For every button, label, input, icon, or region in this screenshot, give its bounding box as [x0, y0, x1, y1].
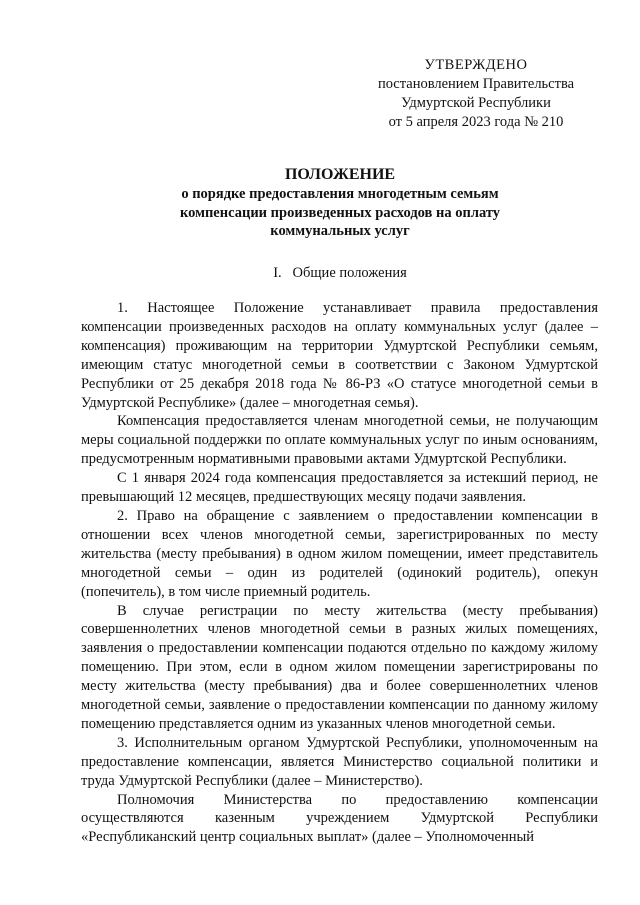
approval-heading: УТВЕРЖДЕНО — [424, 57, 528, 73]
title-subtitle-2: компенсации произведенных расходов на оплату — [179, 204, 501, 221]
title-subtitle-1: о порядке предоставления многодетным семьям — [181, 186, 499, 202]
paragraph: Компенсация предоставляется членам многодетной семьи, не получающим меры социальной поддержки по оплате коммунальных услуг по иным основаниям, предусмотренным нормативными правовыми актами Удмуртской Республики. — [81, 413, 598, 468]
section-heading: I. Общие положения — [273, 265, 407, 281]
title-main: ПОЛОЖЕНИЕ — [284, 166, 396, 183]
approval-line-1: постановлением Правительства — [377, 76, 575, 92]
paragraph: В случае регистрации по месту жительства (месту пребывания) совершеннолетних членов многодетной семьи в разных жилых помещениях, заявления о предоставлении компенсации подаются отдельно по каждому жилому помещению. При этом, если в одном жилом помещении зарегистрированы по месту жительства (месту пребывания) два и более совершеннолетних членов многодетной семьи, заявление о предоставлении компенсации по данному жилому помещению представляется одним из указанных членов многодетной семьи. — [81, 602, 598, 732]
paragraph: Полномочия Министерства по предоставлению компенсации осуществляются казенным учреждением Удмуртской Республики «Республиканский центр социальных выплат» (далее – Уполномоченный — [81, 791, 598, 846]
body-text — [81, 299, 598, 847]
approval-line-3: от 5 апреля 2023 года № 210 — [388, 114, 564, 130]
document-title — [80, 164, 600, 241]
paragraph: 1. Настоящее Положение устанавливает правила предоставления компенсации произведенных расходов на оплату коммунальных услуг (далее – компенсация) проживающим на территории Удмуртской Республики семьям, имеющим статус многодетной семьи в соответствии с Законом Удмуртской Республики от 25 декабря 2018 года № 86-РЗ «О статусе многодетной семьи в Удмуртской Республике» (далее – многодетная семья). — [81, 300, 598, 411]
approval-stamp — [360, 56, 592, 132]
title-subtitle-3: коммунальных услуг — [270, 223, 410, 239]
paragraph: 3. Исполнительным органом Удмуртской Республики, уполномоченным на предоставление компенсации, является Министерство социальной политики и труда Удмуртской Республики (далее – Министерство). — [81, 734, 598, 789]
paragraph: С 1 января 2024 года компенсация предоставляется за истекший период, не превышающий 12 месяцев, предшествующих месяцу подачи заявления. — [81, 470, 598, 506]
paragraph: 2. Право на обращение с заявлением о предоставлении компенсации в отношении всех членов многодетной семьи, зарегистрированных по месту жительства (месту пребывания) в одном жилом помещении, имеет представитель многодетной семьи – один из родителей (одинокий родитель), опекун (попечитель), в том числе приемный родитель. — [81, 507, 598, 600]
approval-line-2: Удмуртской Республики — [401, 95, 551, 111]
